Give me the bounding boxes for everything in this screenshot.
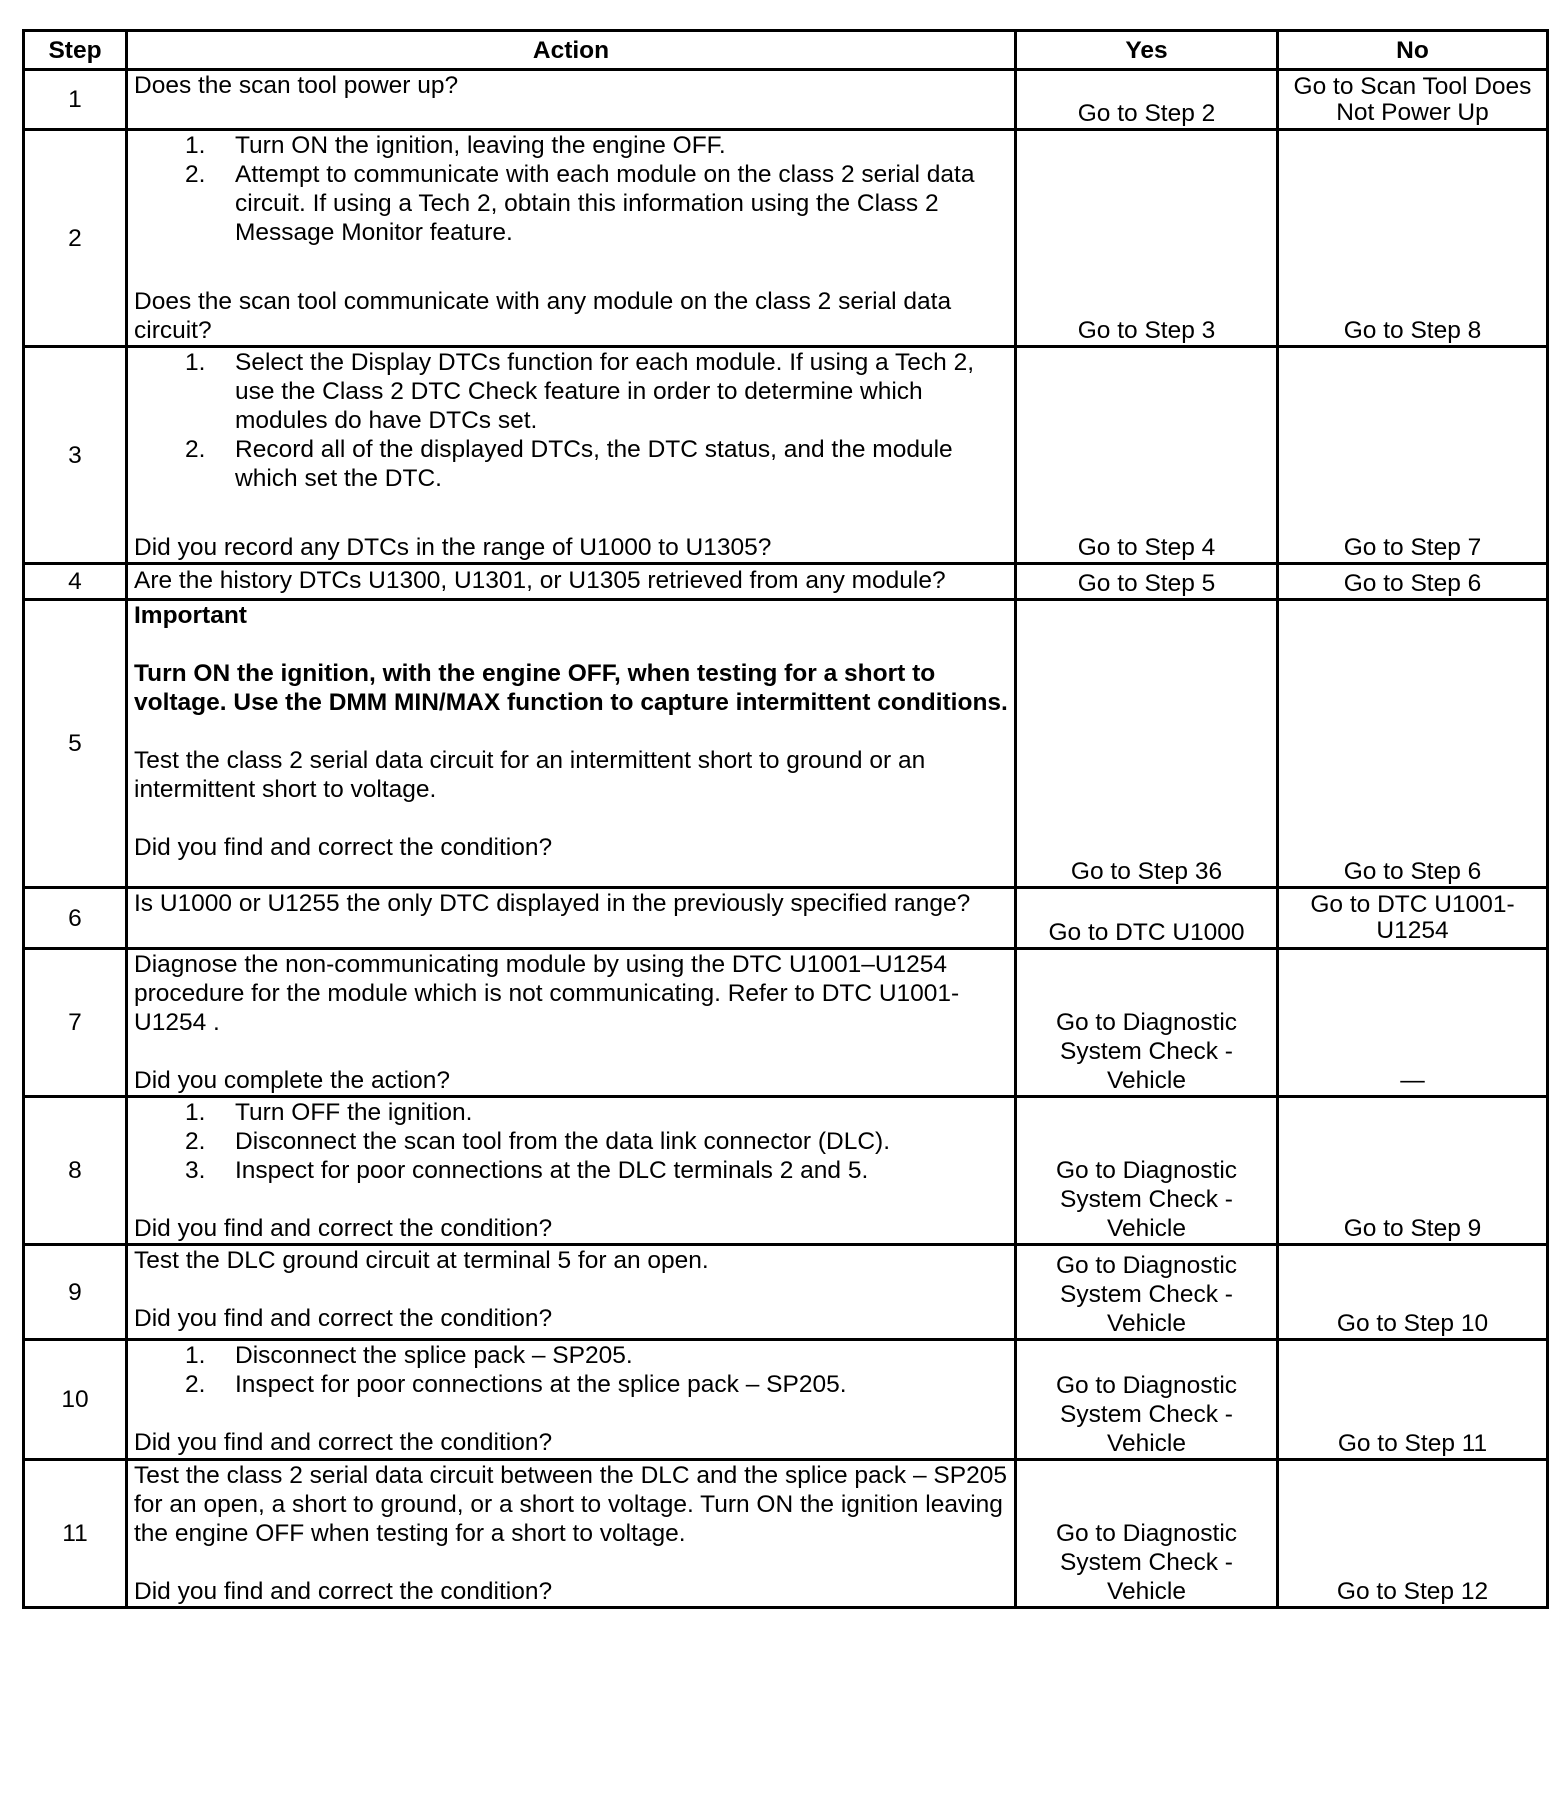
header-no: No bbox=[1278, 31, 1548, 70]
list-item: 2. Attempt to communicate with each module on the class 2 serial data circuit. If using a Tech 2, obtain this information using the Class 2 Message Monitor feature. bbox=[185, 161, 975, 246]
yes-link[interactable]: Go to Diagnostic System Check - Vehicle bbox=[1016, 1460, 1278, 1608]
table-row bbox=[24, 949, 1548, 1097]
action-text: Is U1000 or U1255 the only DTC displayed in the previously specified range? bbox=[127, 888, 1016, 949]
list-item: 1. Disconnect the splice pack – SP205. bbox=[185, 1342, 633, 1369]
step-number: 8 bbox=[24, 1097, 127, 1245]
yes-link[interactable]: Go to DTC U1000 bbox=[1016, 888, 1278, 949]
question-text: Did you find and correct the condition? bbox=[134, 1429, 553, 1456]
yes-link[interactable]: Go to Step 2 bbox=[1016, 70, 1278, 130]
list-item: 1. Turn ON the ignition, leaving the engine OFF. bbox=[185, 132, 726, 159]
table-row bbox=[24, 1460, 1548, 1608]
action-cell bbox=[127, 130, 1016, 347]
question-text: Did you record any DTCs in the range of U1000 to U1305? bbox=[134, 534, 772, 561]
table-row bbox=[24, 347, 1548, 564]
no-link[interactable]: Go to DTC U1001-U1254 bbox=[1278, 888, 1548, 949]
action-cell bbox=[127, 949, 1016, 1097]
yes-link[interactable]: Go to Step 5 bbox=[1016, 564, 1278, 600]
procedure-list bbox=[134, 348, 1008, 493]
procedure-list bbox=[134, 1098, 1008, 1185]
question-text: Did you find and correct the condition? bbox=[134, 1578, 553, 1605]
no-link[interactable]: Go to Step 11 bbox=[1278, 1340, 1548, 1460]
list-item: 3. Inspect for poor connections at the DLC terminals 2 and 5. bbox=[185, 1157, 869, 1184]
no-link[interactable]: Go to Step 6 bbox=[1278, 600, 1548, 888]
action-cell bbox=[127, 1245, 1016, 1340]
table-row bbox=[24, 70, 1548, 130]
list-item: 2. Inspect for poor connections at the splice pack – SP205. bbox=[185, 1371, 847, 1398]
list-item: 2. Record all of the displayed DTCs, the DTC status, and the module which set the DTC. bbox=[185, 436, 953, 492]
yes-link[interactable]: Go to Diagnostic System Check - Vehicle bbox=[1016, 949, 1278, 1097]
yes-link[interactable]: Go to Diagnostic System Check - Vehicle bbox=[1016, 1097, 1278, 1245]
question-text: Did you complete the action? bbox=[134, 1067, 450, 1094]
table-row bbox=[24, 1097, 1548, 1245]
step-number: 5 bbox=[24, 600, 127, 888]
action-body: Test the DLC ground circuit at terminal 5 for an open. bbox=[134, 1247, 709, 1274]
step-number: 9 bbox=[24, 1245, 127, 1340]
yes-link[interactable]: Go to Step 4 bbox=[1016, 347, 1278, 564]
important-note: Turn ON the ignition, with the engine OFF, when testing for a short to voltage. Use the DMM MIN/MAX function to capture intermittent conditions. bbox=[134, 660, 1008, 716]
question-text: Did you find and correct the condition? bbox=[134, 834, 553, 861]
no-link[interactable]: Go to Step 10 bbox=[1278, 1245, 1548, 1340]
yes-link[interactable]: Go to Diagnostic System Check - Vehicle bbox=[1016, 1245, 1278, 1340]
header-row bbox=[24, 31, 1548, 70]
no-link[interactable]: Go to Step 6 bbox=[1278, 564, 1548, 600]
yes-link[interactable]: Go to Step 36 bbox=[1016, 600, 1278, 888]
action-body: Test the class 2 serial data circuit for an intermittent short to ground or an intermittent short to voltage. bbox=[134, 747, 926, 803]
no-link[interactable]: Go to Step 12 bbox=[1278, 1460, 1548, 1608]
step-number: 2 bbox=[24, 130, 127, 347]
action-body: Diagnose the non-communicating module by using the DTC U1001–U1254 procedure for the module which is not communicating. Refer to DTC U1001-U1254 . bbox=[134, 951, 960, 1036]
action-cell bbox=[127, 600, 1016, 888]
question-text: Did you find and correct the condition? bbox=[134, 1215, 553, 1242]
header-action: Action bbox=[127, 31, 1016, 70]
no-link[interactable]: Go to Step 8 bbox=[1278, 130, 1548, 347]
question-text: Does the scan tool communicate with any module on the class 2 serial data circuit? bbox=[134, 288, 952, 344]
table-row bbox=[24, 888, 1548, 949]
no-value: — bbox=[1278, 949, 1548, 1097]
procedure-list bbox=[134, 1341, 1008, 1399]
list-item: 1. Select the Display DTCs function for each module. If using a Tech 2, use the Class 2 DTC Check feature in order to determine which modules do have DTCs set. bbox=[185, 349, 975, 434]
action-cell bbox=[127, 1460, 1016, 1608]
no-link[interactable]: Go to Scan Tool Does Not Power Up bbox=[1278, 70, 1548, 130]
action-cell bbox=[127, 1097, 1016, 1245]
table-row bbox=[24, 600, 1548, 888]
table-row bbox=[24, 1245, 1548, 1340]
table-row bbox=[24, 130, 1548, 347]
step-number: 11 bbox=[24, 1460, 127, 1608]
diagnostic-table bbox=[22, 29, 1549, 1609]
table-row bbox=[24, 1340, 1548, 1460]
header-step: Step bbox=[24, 31, 127, 70]
step-number: 3 bbox=[24, 347, 127, 564]
no-link[interactable]: Go to Step 9 bbox=[1278, 1097, 1548, 1245]
action-text: Does the scan tool power up? bbox=[127, 70, 1016, 130]
no-link[interactable]: Go to Step 7 bbox=[1278, 347, 1548, 564]
action-cell bbox=[127, 1340, 1016, 1460]
important-label: Important bbox=[134, 602, 247, 629]
list-item: 1. Turn OFF the ignition. bbox=[185, 1099, 473, 1126]
header-yes: Yes bbox=[1016, 31, 1278, 70]
procedure-list bbox=[134, 131, 1008, 247]
action-text: Are the history DTCs U1300, U1301, or U1305 retrieved from any module? bbox=[127, 564, 1016, 600]
list-item: 2. Disconnect the scan tool from the data link connector (DLC). bbox=[185, 1128, 891, 1155]
step-number: 10 bbox=[24, 1340, 127, 1460]
action-body: Test the class 2 serial data circuit between the DLC and the splice pack – SP205 for an open, a short to ground, or a short to voltage. Turn ON the ignition leaving the engine OFF when testing for a short to voltage. bbox=[134, 1462, 1007, 1547]
question-text: Did you find and correct the condition? bbox=[134, 1305, 553, 1332]
action-cell bbox=[127, 347, 1016, 564]
yes-link[interactable]: Go to Step 3 bbox=[1016, 130, 1278, 347]
step-number: 6 bbox=[24, 888, 127, 949]
yes-link[interactable]: Go to Diagnostic System Check - Vehicle bbox=[1016, 1340, 1278, 1460]
step-number: 7 bbox=[24, 949, 127, 1097]
table-row bbox=[24, 564, 1548, 600]
step-number: 4 bbox=[24, 564, 127, 600]
step-number: 1 bbox=[24, 70, 127, 130]
